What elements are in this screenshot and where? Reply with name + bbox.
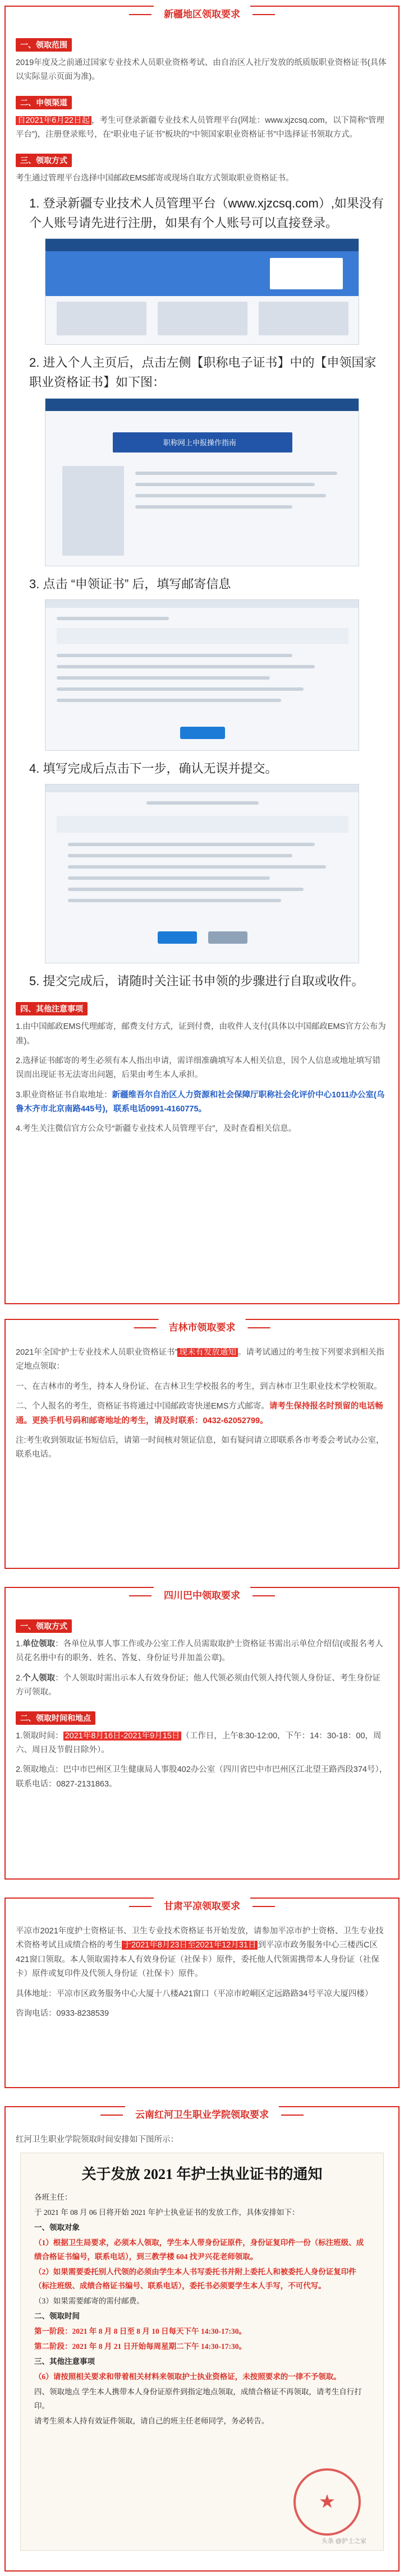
notice-line: 第二阶段：2021 年 8 月 21 日开始每周星期二下午 14:30-17:30。 [34, 2342, 246, 2351]
jilin-section [4, 1319, 400, 1569]
notice-image [20, 2153, 384, 2551]
sichuan-time-range: 2021年8月16日-2021年9月15日 [63, 1732, 182, 1741]
jilin-note: 注:考生收到领取证书短信后，请第一时间核对领证信息，如有疑问请立即联系各市考委会考试办公室，联系电话。 [16, 1435, 384, 1460]
subheading-scope: 一、领取范围 [16, 38, 72, 52]
sichuan-unit-text: ：各单位从事人事工作或办公室工作人员需取取护士资格证书需出示单位介绍信(或报名考人员花名册中有的职务、姓名、答复、身份证号并加盖公章)。 [16, 1640, 383, 1663]
profile-screenshot [45, 398, 359, 566]
note-4: 4.考生关注微信官方公众号“新疆专业技术人员管理平台”，及时查看相关信息。 [16, 1124, 297, 1134]
sichuan-time-detail: （工作日，上午8:30-12:00，下午：14：30-18：00，周六、周日及节假日除外）。 [16, 1731, 382, 1755]
step-5: 5. 提交完成后，请随时关注证书申领的步骤进行自取或收件。 [29, 974, 364, 988]
step-4: 4. 填写完成后点击下一步，确认无误并提交。 [29, 761, 278, 775]
gansu-phone: 咨询电话：0933-8238539 [16, 2009, 109, 2018]
jilin-point-2-warning: 请考生保持报名时预留的电话畅通。更换手机号码和邮寄地址的考生，请及时联系：0432-62052799。 [16, 1402, 383, 1425]
notice-line: 一、领取对象 [34, 2223, 80, 2232]
confirm-screenshot [45, 784, 359, 963]
gansu-main-post: 到平凉市政务服务中心三楼西C区421窗口领取。本人领取需持本人有效身份证（社保卡）原件，委托他人代领需携带本人身份证（社保卡）原件或复印件及代领人身份证（社保卡）原件。 [16, 1941, 379, 1979]
sichuan-unit-label: 单位领取 [22, 1640, 56, 1649]
official-seal-icon [293, 2468, 361, 2536]
gansu-section [4, 1898, 400, 2088]
channel-body: ，考生可登录新疆专业技术人员管理平台(网址：www.xjzcsq.com，以下简称“管理平台”)，注册登录账号，在“职业电子证书”板块的“中领国家职业资格证书”中选择证书领取方式。 [16, 116, 384, 140]
note-3 [16, 1088, 388, 1117]
watermark: 头条 @护士之家 [321, 2538, 366, 2545]
scope-text: 2019年度及之前通过国家专业技术人员职业资格考试、由自治区人社厅发放的纸质版职业资格证书(具体以实际显示页面为准)。 [16, 58, 387, 82]
notice-line: （6）请按照相关要求和带着相关材料来领取护士执业资格证，未按照要求的一律不予领取。 [34, 2372, 341, 2381]
jilin-intro-pre: 2021年全国“护士专业技术人员职业资格证书” [16, 1348, 178, 1357]
sichuan-unit [16, 1637, 388, 1666]
notice-line: （3）如果需要邮寄的需付邮费。 [34, 2297, 144, 2306]
subheading-notes: 四、其他注意事项 [16, 1002, 88, 1015]
gansu-main-pre: 平凉市2021年度护士资格证书、卫生专业技术资格证书开始发放，请参加平凉市护士资格、卫生专业技术资格考试且成绩合格的考生 [16, 1927, 384, 1950]
sichuan-personal-num: 2. [16, 1673, 23, 1683]
notice-line: （2）如果需要委托别人代领的必须由学生本人书写委托书并附上委托人和被委托人身份证复印件（标注班级、成绩合格证书编号、联系电话），委托书必须要学生本人手写，不可代写。 [34, 2268, 356, 2291]
yunnan-section [4, 2106, 400, 2572]
subheading-time-place: 二、领取时间和地点 [16, 1711, 95, 1725]
subheading-channel: 二、申领渠道 [16, 96, 72, 109]
channel-text [16, 114, 388, 142]
subheading-method: 三、领取方式 [16, 154, 72, 167]
notice-line: （1）根据卫生局要求，必须本人领取，学生本人带身份证原件，身份证复印件一份（标注班级、成绩合格证书编号，联系电话），到三教学楼 604 找尹兴花老师领取。 [34, 2238, 364, 2261]
notice-line: 于 2021 年 08 月 06 日将开始 2021 年护士执业证书的发放工作，具体安排如下： [34, 2208, 300, 2217]
jilin-point-1: 一、在吉林市的考生，持本人身份证、在吉林卫生学校报名的考生，到吉林市卫生职业技术学校领取。 [16, 1382, 382, 1391]
note-1: 1.由中国邮政EMS代理邮寄，邮费支付方式，证到付费，由收件人支付(具体以中国邮政EMS官方公布为准)。 [16, 1022, 386, 1046]
note-2: 2.选择证书邮寄的考生必须有本人指出申请，需详细准确填写本人相关信息，因个人信息或地址填写错误而出现证书无法寄出问题，后果由考生本人承担。 [16, 1056, 381, 1080]
notice-line: 二、领取时间 [34, 2312, 80, 2321]
sichuan-place: 2.领取地点：巴中市巴州区卫生健康局人事股402办公室（四川省巴中市巴州区江北望王路西段374号），联系电话：0827-2131863。 [16, 1765, 388, 1789]
apply-screenshot [45, 599, 359, 751]
portal-screenshot [45, 238, 359, 345]
sichuan-personal [16, 1672, 388, 1700]
method-text: 考生通过管理平台选择中国邮政EMS邮寄或现场自取方式领取职业资格证书。 [16, 173, 294, 183]
notice-greeting: 各班主任： [34, 2193, 72, 2202]
notice-title: 关于发放 2021 年护士执业证书的通知 [81, 2166, 323, 2183]
sichuan-personal-label: 个人领取 [22, 1673, 56, 1683]
step-3: 3. 点击 “申领证书” 后，填写邮寄信息 [29, 576, 231, 591]
sichuan-time [16, 1729, 388, 1758]
section-title: 四川巴中领取要求 [154, 1587, 250, 1605]
subheading-method: 一、领取方式 [16, 1619, 72, 1633]
gansu-address: 具体地址：平凉市区政务服务中心大厦十八楼A21窗口（平凉市崆峒区定远路路34号平凉大厦四楼） [16, 1989, 373, 1998]
notice-line: 四、领取地点 学生本人携带本人身份证原件到指定地点领取，成绩合格证不再领取，请考生自行打印。 [34, 2387, 362, 2410]
jilin-point-2 [16, 1400, 388, 1428]
jilin-intro-post: 。请考试通过的考生按下列要求到相关指定地点领取： [16, 1348, 384, 1372]
step-1: 1. 登录新疆专业技术人员管理平台（www.xjzcsq.com）,如果没有个人账号请先进行注册，如果有个人账号可以直接登录。 [29, 196, 384, 230]
sichuan-unit-num: 1. [16, 1640, 23, 1649]
jilin-point-2-text: 二、个人报名的考生，资格证书将通过中国邮政寄快递EMS方式邮寄。 [16, 1402, 269, 1411]
section-title: 云南红河卫生职业学院领取要求 [125, 2106, 279, 2124]
jilin-intro [16, 1346, 388, 1374]
sichuan-personal-text: ：个人领取时需出示本人有效身份证；他人代领必须由代领人持代领人身份证、考生身份证方可领取。 [16, 1673, 381, 1697]
gansu-date-range: 于2021年8月23日至2021年12月31日 [122, 1941, 258, 1950]
portal-caption: 职称网上申报操作指南 [163, 438, 237, 447]
sichuan-section [4, 1587, 400, 1880]
channel-date: 自2021年6月22日起 [16, 116, 91, 125]
section-title: 吉林市领取要求 [159, 1319, 246, 1337]
gansu-main [16, 1924, 388, 1982]
notice-line: 三、其他注意事项 [34, 2357, 95, 2366]
notice-body [34, 2191, 370, 2429]
jilin-intro-highlight: 现未有发放通知 [177, 1348, 238, 1357]
xinjiang-section [4, 6, 400, 1304]
step-2: 2. 进入个人主页后，点击左侧【职称电子证书】中的【申领国家职业资格证书】如下图： [29, 356, 377, 390]
section-title: 新疆地区领取要求 [154, 6, 250, 24]
sichuan-time-label: 1.领取时间： [16, 1731, 63, 1741]
yunnan-intro: 红河卫生职业学院领取时间安排如下图所示： [16, 2135, 178, 2144]
notice-line: 请考生须本人持有效证件领取，请自己的班主任老师同学，务必转告。 [34, 2416, 269, 2425]
section-title: 甘肃平凉领取要求 [154, 1898, 250, 1915]
notice-line: 第一阶段：2021 年 8 月 8 日至 8 月 10 日每天下午 14:30-17:30。 [34, 2327, 246, 2336]
note-3-address: 新疆维吾尔自治区人力资源和社会保障厅职称社会化评价中心1011办公室(乌鲁木齐市北京南路445号)，联系电话0991-4160775。 [16, 1090, 385, 1114]
note-3-label: 3.职业资格证书自取地址： [16, 1090, 112, 1100]
